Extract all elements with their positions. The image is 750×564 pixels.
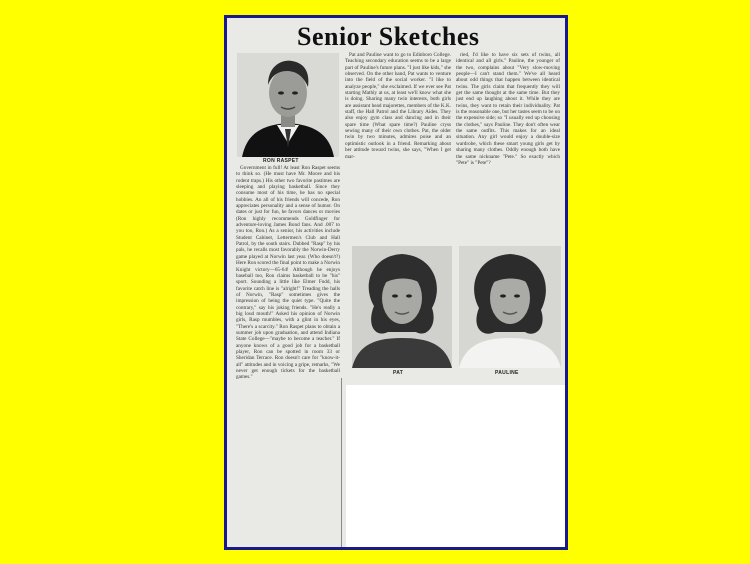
- article-headline: Senior Sketches: [297, 22, 480, 51]
- pat-photo: [352, 246, 452, 368]
- newspaper-clipping: [227, 18, 565, 547]
- article-column-1: [236, 165, 340, 381]
- column-divider: [341, 378, 342, 547]
- blank-area: [346, 385, 565, 547]
- pat-caption: PAT: [393, 370, 404, 376]
- ron-portrait-icon: [237, 53, 339, 157]
- pauline-photo: [459, 246, 561, 368]
- ron-photo: [237, 53, 339, 157]
- column-1-text: Government in full! At least Ron Raspet seems to think so. (He must have Mr. Moore and his rodent traps.) His other two favorite pastimes are sleeping and playing basketball. Since they consume most of his time, he has no special hobbies. An all of his friends will concede, Ron appreciates personality and a sense of humor. On dates or just for fun, he favors dances or movies (Ron highly recommends Goldfinger for adventure-loving James Bond fans. And .007 to you too, Ron.) As a senior, his activities include Student Cabinet, Lettermen's Club and Hall Patrol, by the south stairs. Dubbed "Rasp" by his pals, he recalls most favorably the Norwin-Derry game played at Norwin last year. (Who doesn't?) Here Ron scored the final point to make a Norwin Knight victory—65-64! Although he enjoys baseball too, Ron claims basketball to be "his" sport. Sounding a little like Elmer Fudd, his favorite catch line is "alright!" Treading the halls of Norwin, "Rasp" sometimes gives the impression of being the quiet type. "Quite the contrary," say his joking friends. "He's really a big loud mouth!" Asked his opinion of Norwin girls, Rasp mumbles, with a glint in his eyes, "There's a scarcity." Ron Raspet plans to obtain a summer job upon graduation, and attend Indiana State College—"maybe to become a teacher." If anyone knows of a good job for a basketball player, Ron can be spotted in room 33 or Sheridan Terrace. Ron doesn't care for "know-it-all" attitudes and in voicing a gripe, remarks, "We never get enough tickets for the basketball games.": [236, 165, 340, 381]
- pauline-portrait-icon: [459, 246, 561, 368]
- article-column-3: [456, 52, 560, 166]
- column-3-text: ried, I'd like to have six sets of twins, all identical and all girls." Pauline, the younger of the two, complains about "Very slow-moving people—I can't stand them." We've all heard about odd things that happen between identical twins. The girls claim that frequently they will get the same thought at the same time. But they just end up laughing about it. While they are twins, they want to retain their individuality. Pat is the reasonable one, but her tastes seem to be on the expensive side; so "I usually end up choosing the clothes," says Pauline. They don't often wear the same outfits. This makes for an ideal situation. Any girl would enjoy a double-size wardrobe, which these smart young girls get by sharing many clothes. Oddly enough both have the same nickname "Pete." So exactly which "Pete" is "Pete"?: [456, 52, 560, 166]
- article-column-2: [345, 52, 451, 160]
- pauline-caption: PAULINE: [495, 370, 519, 376]
- ron-caption: RON RASPET: [263, 158, 299, 164]
- column-2-text: Pat and Pauline want to go to Edinboro College. Teaching secondary education seems to be a large part of Pauline's future plans. "I just like kids," she observed. On the other hand, Pat wants to venture into the field of the social worker. "I like to analyze people," she exclaimed. If we ever see Pat starting Mathly at us, at least we'll know what she is doing. Sharing many twin interests, both girls are assistant head majorettes, members of the K.K. staff, the Hall Patrol and the Library Aides. They also enjoy gym class and dancing and in their spare time (What spare time?) Pauline cryss sewing many of their own clothes. Pat, the older twin by two minutes, admires poise and an optimistic outlook in a friend. Remarking about her attitude toward twins, she says, "When I get mar-: [345, 52, 451, 160]
- pat-portrait-icon: [352, 246, 452, 368]
